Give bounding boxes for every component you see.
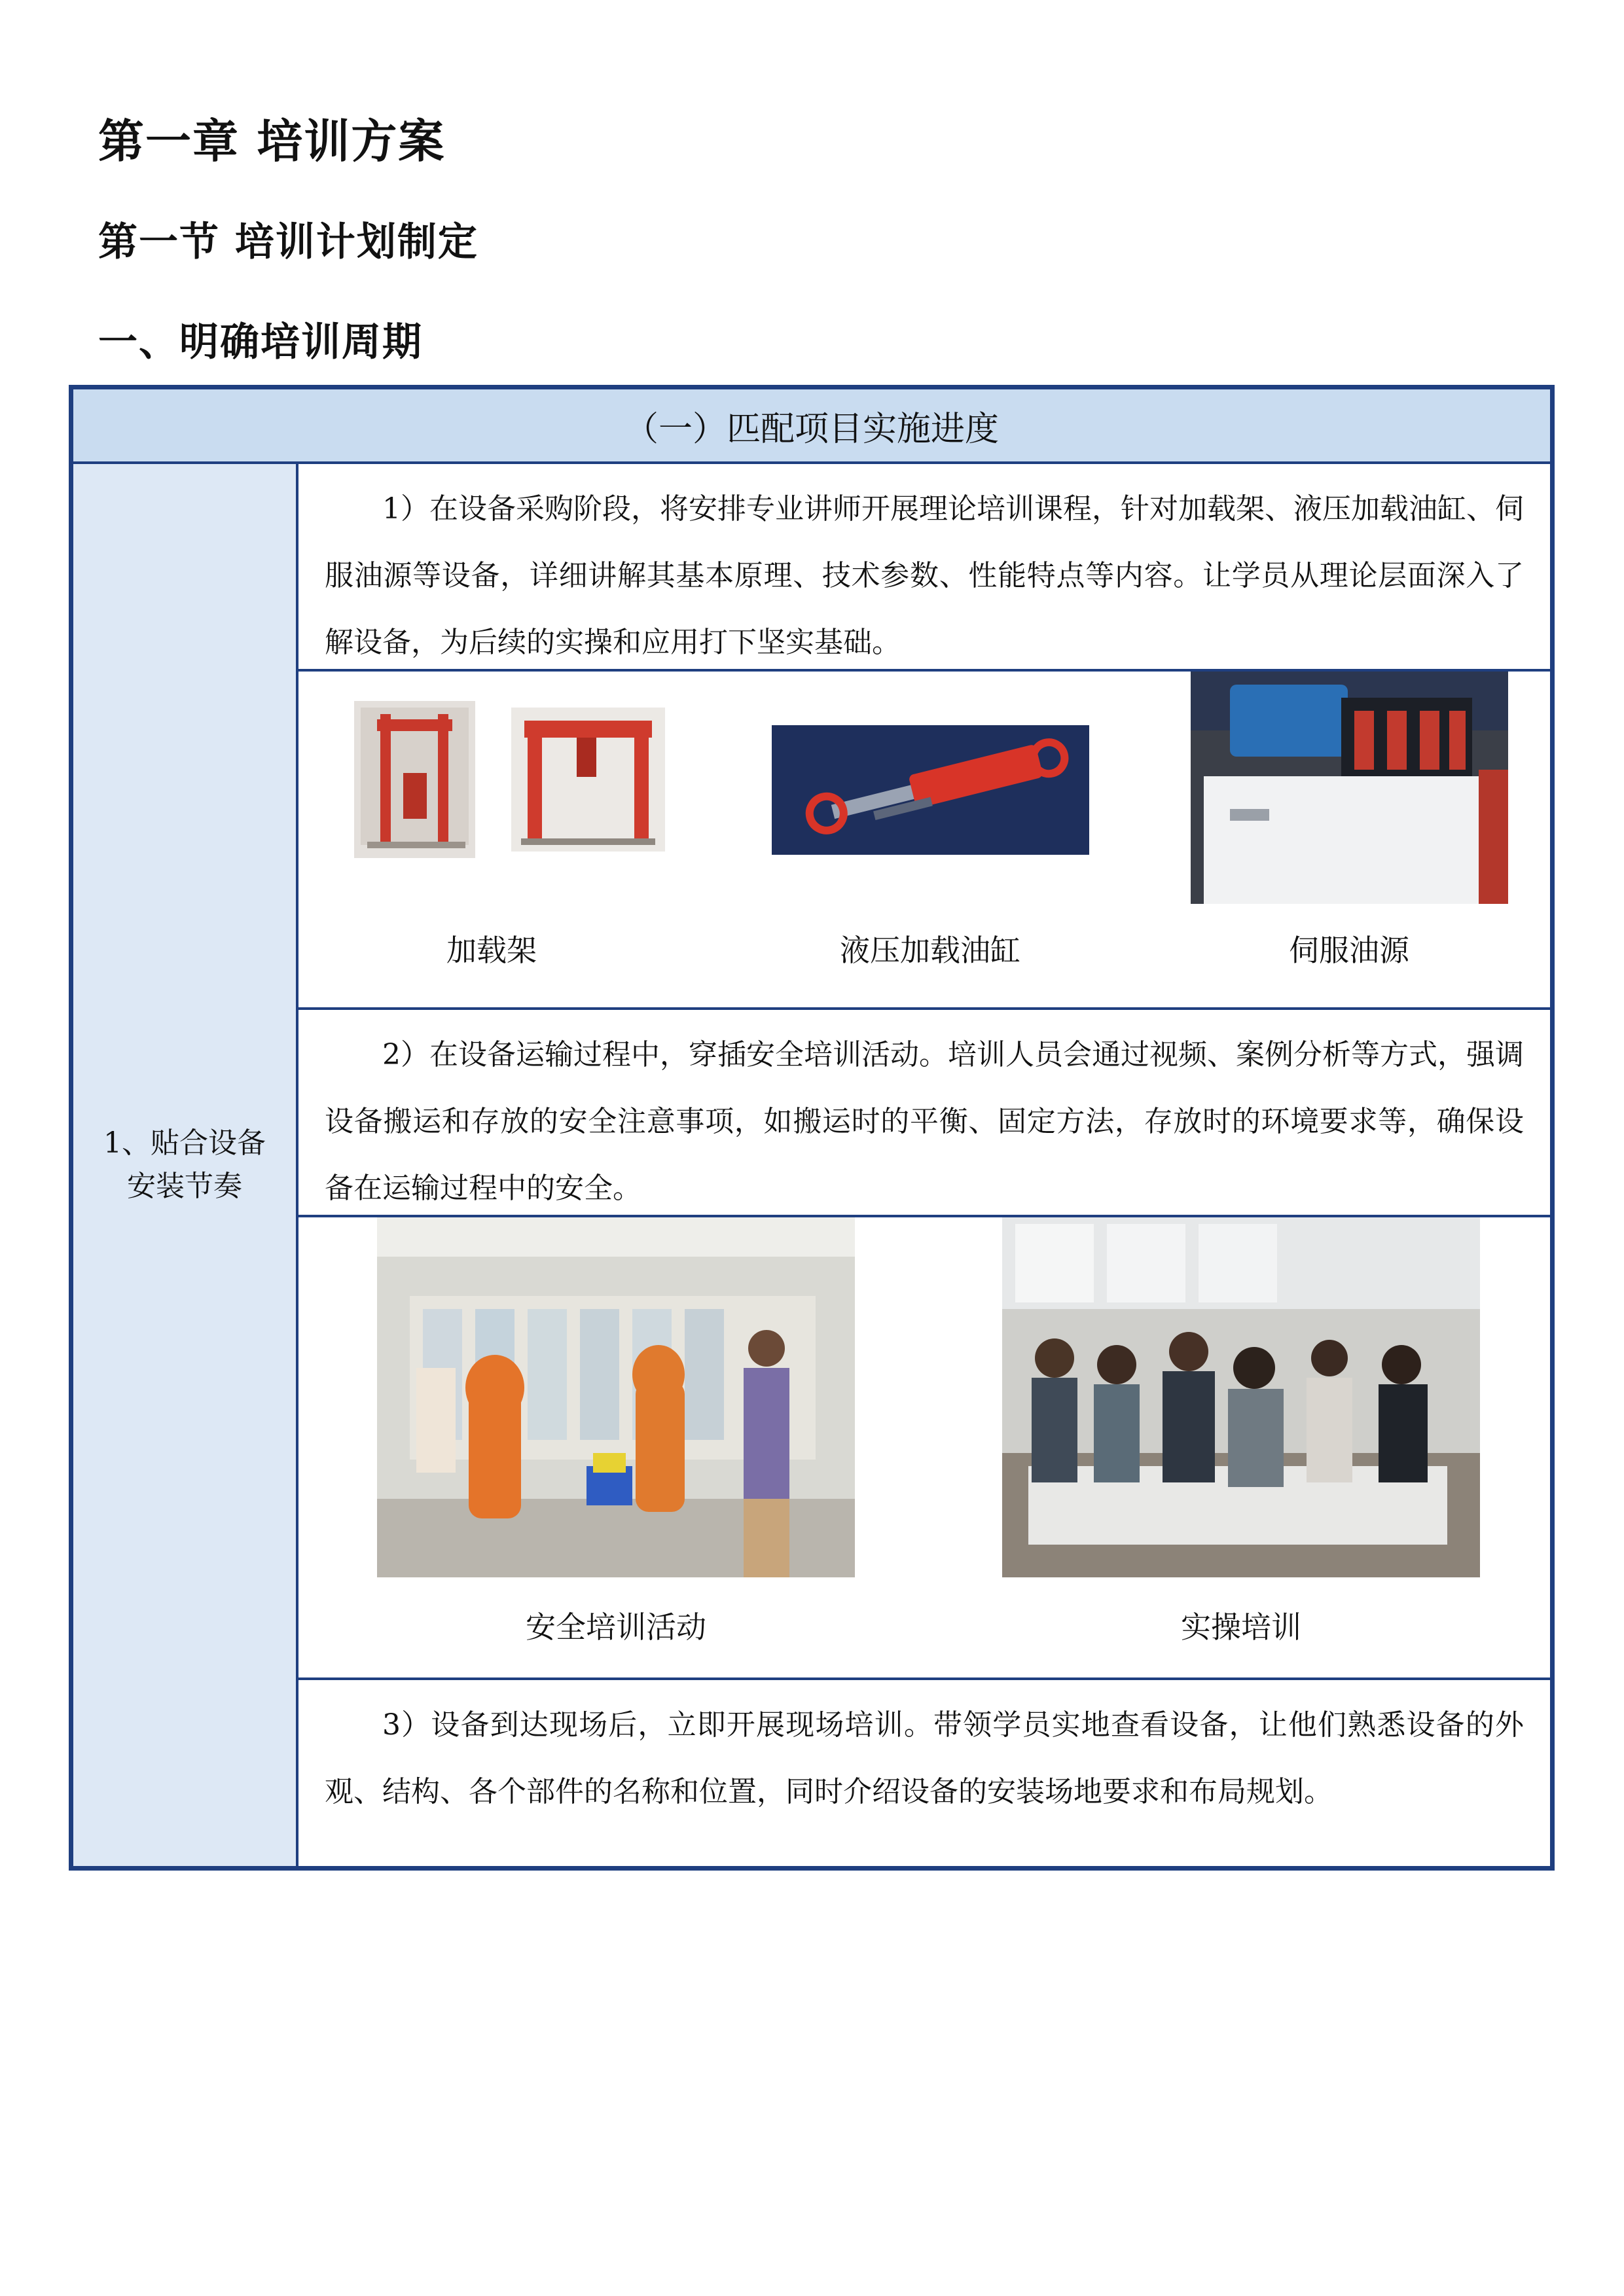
content-column xyxy=(298,464,1550,1866)
subsection-title: 一、明确培训周期 xyxy=(98,319,423,365)
left-label-text: 1、贴合设备安装节奏 xyxy=(103,1126,266,1203)
servo-oil-source-image xyxy=(1191,672,1508,904)
row-para3 xyxy=(298,1680,1550,1868)
table-header-text: （一）匹配项目实施进度 xyxy=(624,409,999,449)
section-title: 第一节 培训计划制定 xyxy=(98,219,478,265)
hydraulic-cylinder-image xyxy=(772,725,1089,855)
paragraph-3: 3）设备到达现场后，立即开展现场培训。带领学员实地查看设备，让他们熟悉设备的外观、结构、各个部件的名称和位置，同时介绍设备的安装场地要求和布局规划。 xyxy=(325,1708,1524,1808)
safety-training-image xyxy=(377,1217,855,1577)
row-training-images xyxy=(298,1217,1550,1680)
caption-practical-training: 实操培训 xyxy=(1181,1609,1301,1645)
left-label-cell xyxy=(73,464,298,1866)
caption-safety-training: 安全培训活动 xyxy=(526,1609,706,1645)
training-table xyxy=(69,385,1555,1871)
paragraph-1: 1）在设备采购阶段，将安排专业讲师开展理论培训课程，针对加载架、液压加载油缸、伺服油源等设备，详细讲解其基本原理、技术参数、性能特点等内容。让学员从理论层面深入了解设备，为后续的实操和应用打下坚实基础。 xyxy=(325,492,1524,659)
loading-frame-image-2 xyxy=(511,708,665,852)
row-para1 xyxy=(298,464,1550,672)
chapter-title: 第一章 培训方案 xyxy=(98,115,446,168)
row-equipment-images xyxy=(298,672,1550,1010)
practical-training-image xyxy=(1002,1217,1480,1577)
table-header xyxy=(73,389,1550,464)
caption-servo-oil-source: 伺服油源 xyxy=(1289,933,1409,968)
row-para2 xyxy=(298,1010,1550,1217)
loading-frame-image-1 xyxy=(354,701,475,858)
paragraph-2: 2）在设备运输过程中，穿插安全培训活动。培训人员会通过视频、案例分析等方式，强调设备搬运和存放的安全注意事项，如搬运时的平衡、固定方法，存放时的环境要求等，确保设备在运输过程中的安全。 xyxy=(325,1038,1524,1205)
caption-loading-frame: 加载架 xyxy=(446,933,537,968)
caption-hydraulic-cylinder: 液压加载油缸 xyxy=(840,933,1020,968)
